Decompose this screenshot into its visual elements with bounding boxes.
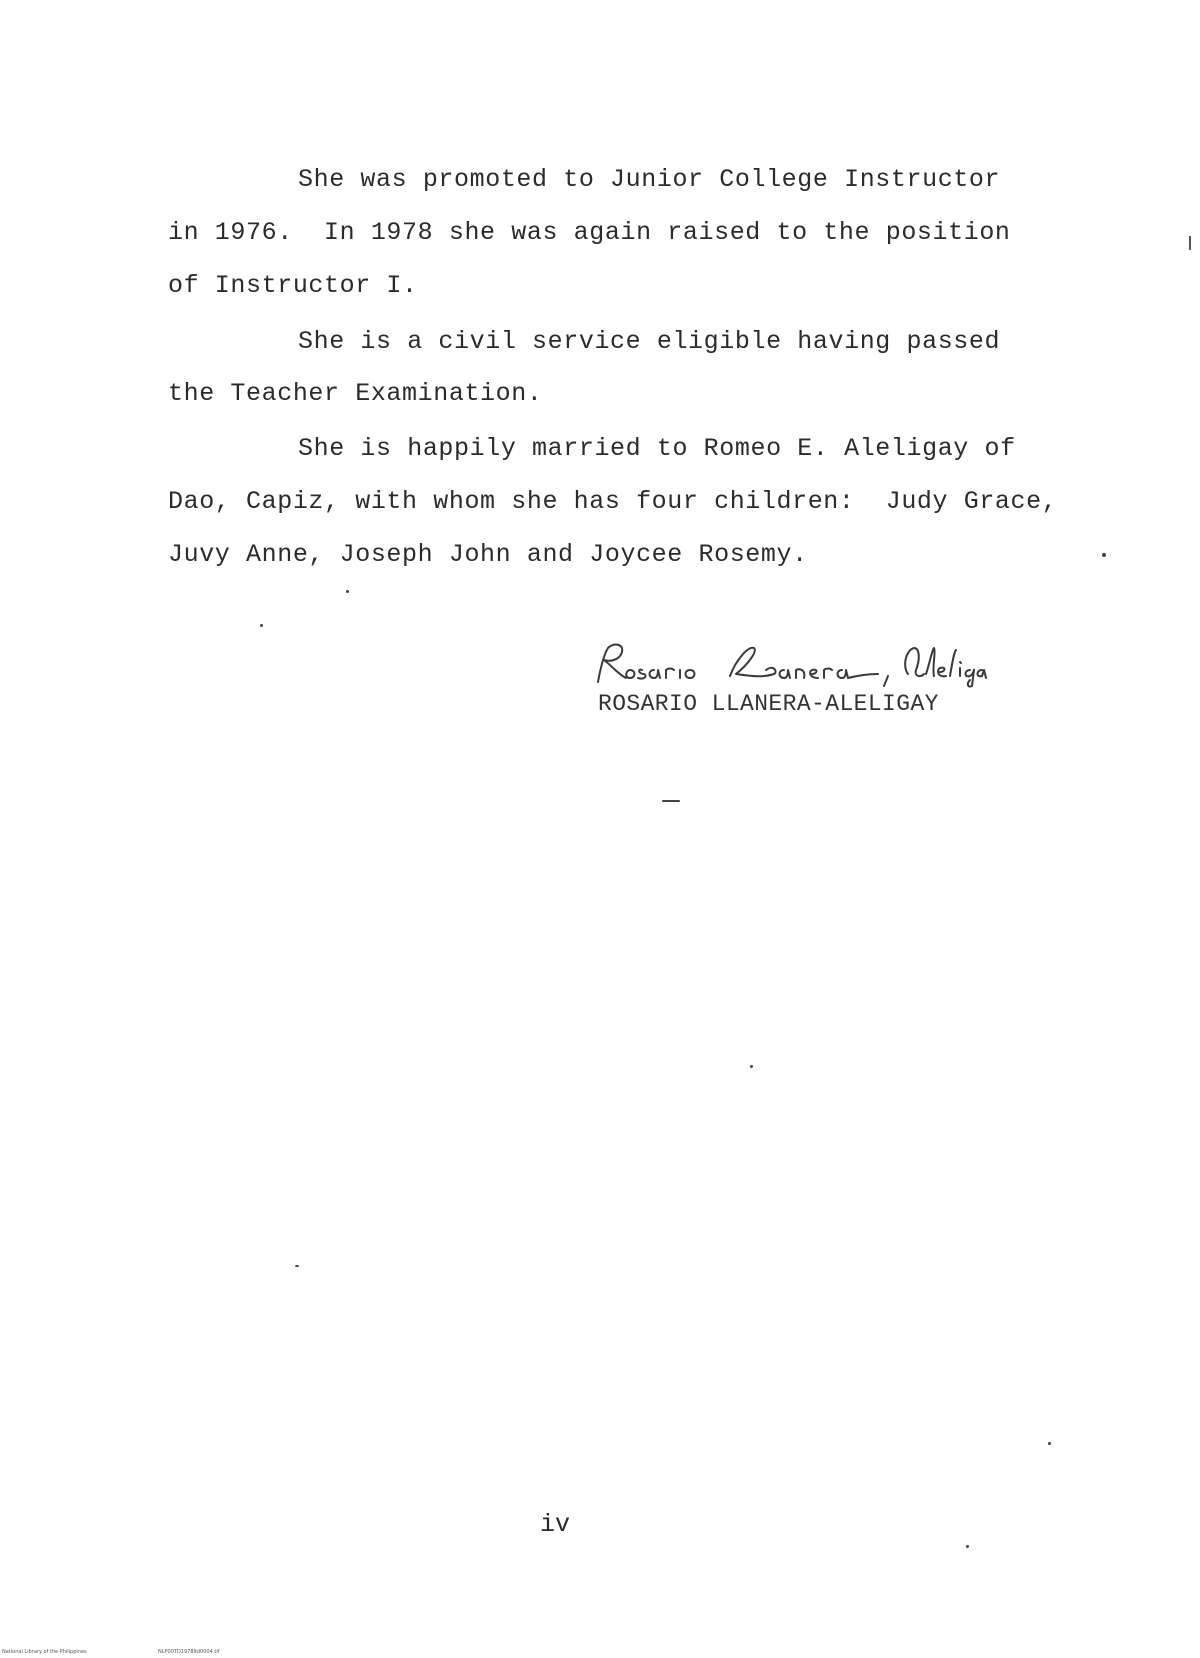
paragraph-1-line-3: of Instructor I. (168, 271, 418, 300)
page-number: iv (540, 1510, 571, 1539)
paragraph-3-line-1: She is happily married to Romeo E. Aleligay of (298, 434, 1016, 463)
scan-speck (346, 590, 349, 593)
scan-speck (1048, 1442, 1051, 1445)
paragraph-3-line-3: Juvy Anne, Joseph John and Joycee Rosemy. (168, 540, 808, 569)
paragraph-1-line-1: She was promoted to Junior College Instructor (298, 165, 1001, 194)
footer-library-credit: National Library of the Philippines (2, 1649, 87, 1655)
paragraph-1-line-2: in 1976. In 1978 she was again raised to the position (168, 218, 1011, 247)
paragraph-3-line-2: Dao, Capiz, with whom she has four children: Judy Grace, (168, 487, 1058, 516)
footer-file-name: NLP00TD1978ltd0004.tif (158, 1649, 220, 1655)
scan-speck (295, 1265, 299, 1267)
scan-speck (750, 1065, 753, 1068)
scan-speck (662, 800, 680, 802)
scan-speck (1102, 553, 1106, 557)
paragraph-2-line-1: She is a civil service eligible having passed (298, 327, 1001, 356)
scan-speck (966, 1545, 969, 1548)
edge-mark (1189, 236, 1191, 250)
handwritten-signature (590, 640, 990, 690)
signatory-printed-name: ROSARIO LLANERA-ALELIGAY (598, 691, 939, 717)
scan-speck (260, 624, 263, 627)
paragraph-2-line-2: the Teacher Examination. (168, 379, 543, 408)
